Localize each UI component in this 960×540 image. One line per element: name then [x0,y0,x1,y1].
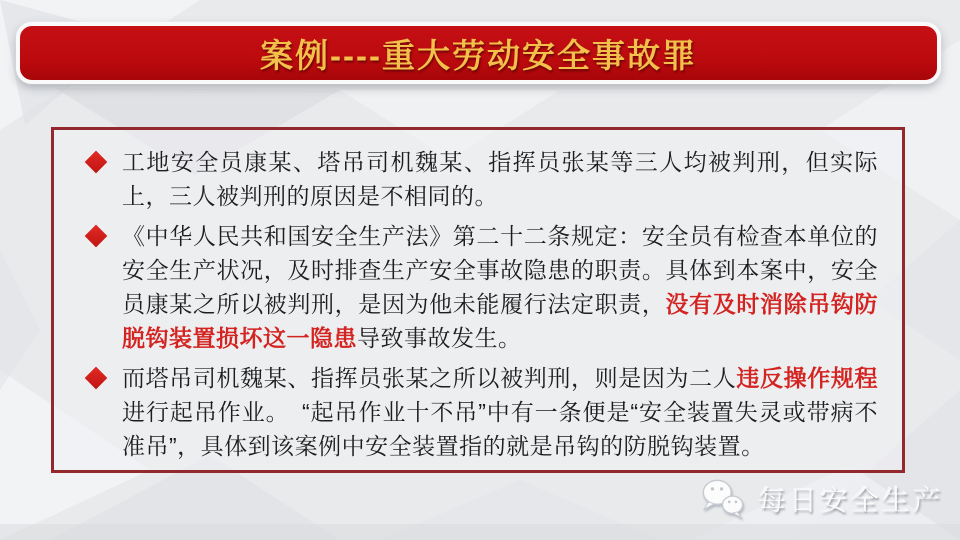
slide-title: 案例----重大劳动安全事故罪 [260,36,697,74]
body-text: 工地安全员康某、塔吊司机魏某、指挥员张某等三人均被判刑，但实际上，三人被判刑的原因是不相同的。 [122,149,878,209]
highlighted-text: 没有及时消除吊钩防脱钩装置损坏这一隐患 [122,291,879,351]
diamond-bullet-icon [85,225,108,248]
watermark [698,476,944,522]
wechat-icon [698,476,748,522]
diamond-bullet-icon [85,151,108,174]
highlighted-text: 违反操作规程 [736,365,879,391]
bullet-item [86,361,878,463]
bullet-paragraph [122,219,878,355]
bullet-item [86,219,878,355]
title-banner [16,22,941,84]
body-text: 而塔吊司机魏某、指挥员张某之所以被判刑，则是因为二人 [122,365,737,391]
watermark-label: 每日安全生产 [757,485,944,516]
bullet-item [86,145,878,213]
body-text: 进行起吊作业。 “起吊作业十不吊”中有一条便是“安全装置失灵或带病不准吊”，具体到该案例中安全装置指的就是吊钩的防脱钩装置。 [122,399,878,459]
body-text: 导致事故发生。 [357,325,522,351]
bullet-paragraph [122,145,878,213]
body-text: 《中华人民共和国安全生产法》第二十二条规定：安全员有检查本单位的安全生产状况，及时排查生产安全事故隐患的职责。具体到本案中，安全员康某之所以被判刑，是因为他未能履行法定职责， [122,223,878,317]
diamond-bullet-icon [85,367,108,390]
content-box [51,127,905,473]
bullet-paragraph [122,361,878,463]
